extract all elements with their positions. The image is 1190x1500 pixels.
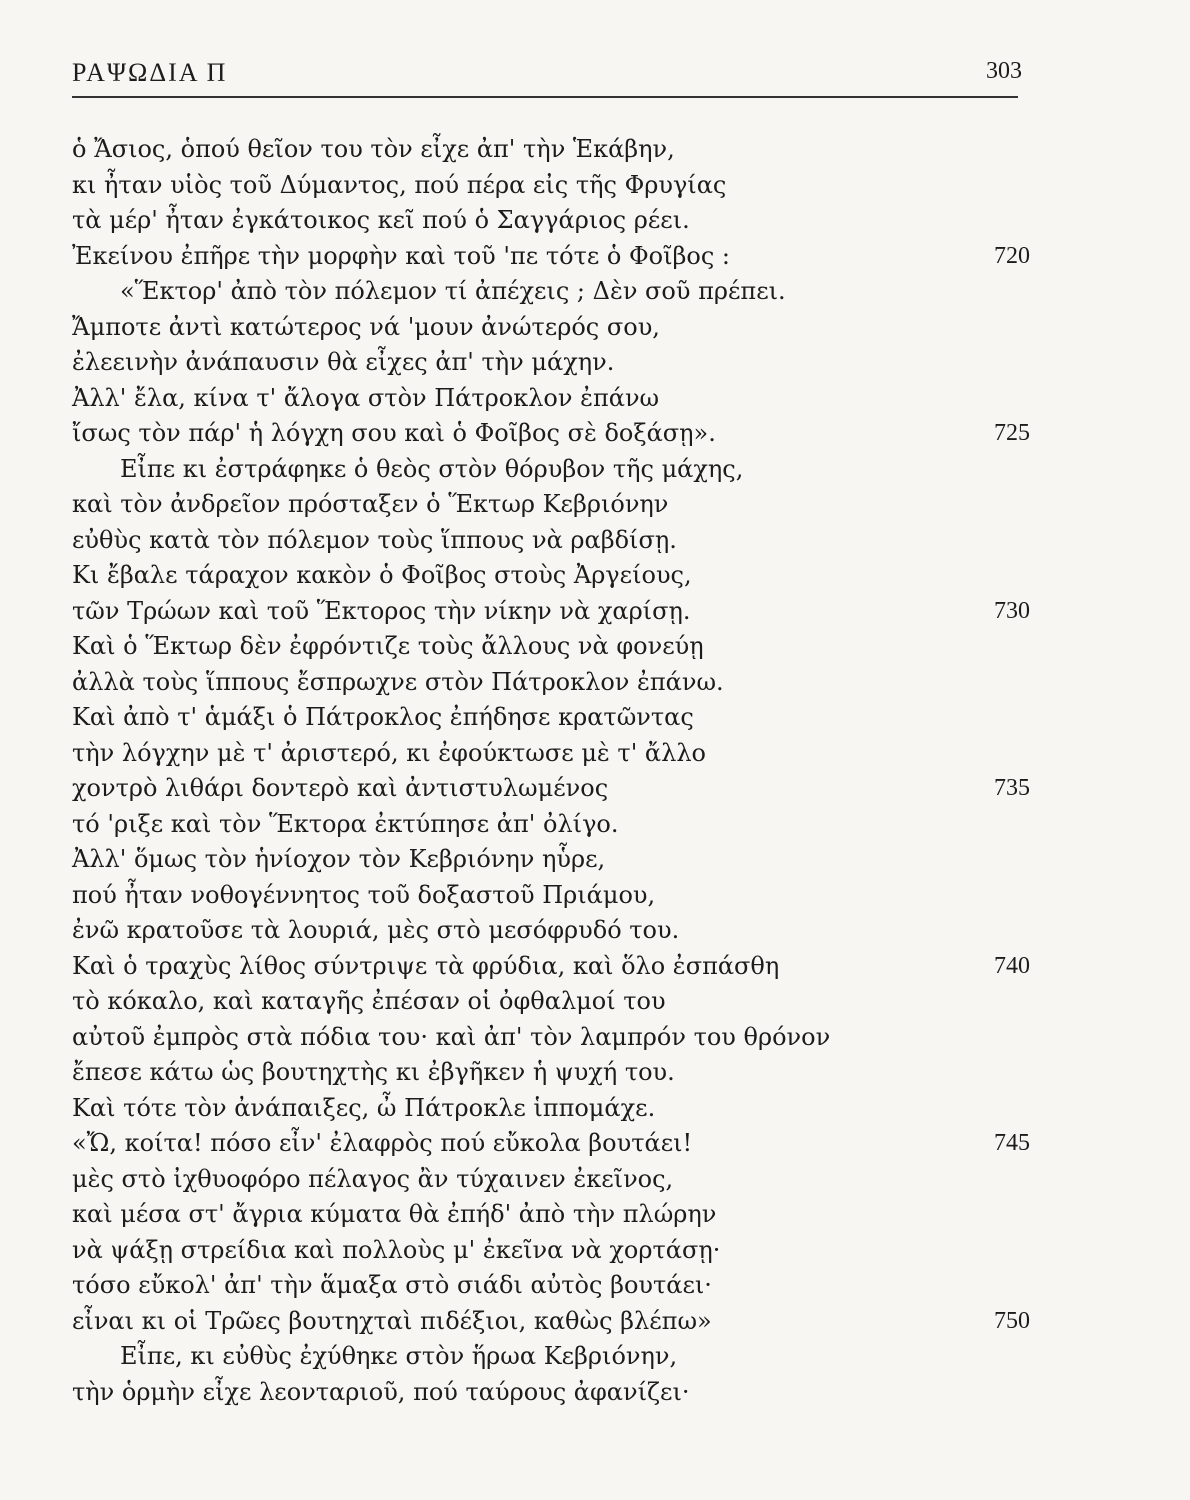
verse-line — [72, 1268, 1030, 1304]
verse-text: Καὶ ὁ Ἕκτωρ δὲν ἐφρόντιζε τοὺς ἄλλους νὰ φονεύῃ — [72, 632, 704, 660]
verse-text: τὴν λόγχην μὲ τ' ἀριστερό, κι ἐφούκτωσε μὲ τ' ἄλλο — [72, 738, 707, 767]
verse-line — [72, 878, 1030, 914]
verse-text: τὰ μέρ' ἦταν ἐγκάτοικος κεῖ πού ὁ Σαγγάριος ρέει. — [72, 206, 690, 234]
verse-text: «Ἕκτορ' ἀπὸ τὸν πόλεμον τί ἀπέχεις ; Δὲν σοῦ πρέπει. — [120, 277, 786, 305]
verse-line — [72, 132, 1030, 168]
header-rule — [72, 96, 1018, 98]
verse-line — [72, 1055, 1030, 1091]
verse-text: «Ὤ, κοίτα! πόσο εἶν' ἐλαφρὸς πού εὔκολα βουτάει! — [72, 1129, 693, 1157]
verse-text: ἀλλὰ τοὺς ἵππους ἔσπρωχνε στὸν Πάτροκλον ἐπάνω. — [72, 667, 724, 696]
verse-line — [72, 736, 1030, 772]
verse-line — [72, 700, 1030, 736]
verse-line — [72, 1304, 1030, 1340]
verse-line — [72, 558, 1030, 594]
verse-text: Ἄμποτε ἀντὶ κατώτερος νά 'μουν ἀνώτερός σου, — [72, 312, 660, 341]
verse-text: Ἀλλ' ἔλα, κίνα τ' ἄλογα στὸν Πάτροκλον ἐπάνω — [72, 383, 660, 412]
verse-line — [72, 274, 1030, 310]
verse-text: τὴν ὁρμὴν εἶχε λεονταριοῦ, πού ταύρους ἀφανίζει· — [72, 1377, 690, 1406]
verse-line — [72, 381, 1030, 417]
verse-line — [72, 594, 1030, 630]
line-number: 740 — [994, 952, 1030, 979]
line-number: 730 — [994, 597, 1030, 624]
verse-text: Κι ἔβαλε τάραχον κακὸν ὁ Φοῖβος στοὺς Ἀργείους, — [72, 561, 692, 589]
verse-text: τόσο εὔκολ' ἀπ' τὴν ἅμαξα στὸ σιάδι αὐτὸς βουτάει· — [72, 1271, 712, 1299]
verse-text: τὸ κόκαλο, καὶ καταγῆς ἐπέσαν οἱ ὀφθαλμοί του — [72, 987, 666, 1015]
page-number: 303 — [986, 58, 1022, 84]
verse-text: κι ἦταν υἱὸς τοῦ Δύμαντος, πού πέρα εἰς τῆς Φρυγίας — [72, 170, 727, 199]
verse-line — [72, 168, 1030, 204]
verse-text: εἶναι κι οἱ Τρῶες βουτηχταὶ πιδέξιοι, καθὼς βλέπω» — [72, 1306, 712, 1335]
line-number: 725 — [994, 420, 1030, 446]
verse-line — [72, 1126, 1030, 1162]
verse-text: εὐθὺς κατὰ τὸν πόλεμον τοὺς ἵππους νὰ ραβδίσῃ. — [72, 525, 677, 554]
verse-line — [72, 416, 1030, 452]
verse-text: αὐτοῦ ἐμπρὸς στὰ πόδια του· καὶ ἀπ' τὸν λαμπρόν του θρόνον — [72, 1022, 831, 1051]
verse-text: χοντρὸ λιθάρι δοντερὸ καὶ ἀντιστυλωμένος — [72, 774, 609, 802]
verse-text: καὶ μέσα στ' ἄγρια κύματα θὰ ἐπήδ' ἀπὸ τὴν πλώρην — [72, 1200, 717, 1228]
verse-text: Καὶ τότε τὸν ἀνάπαιξες, ὦ Πάτροκλε ἱππομάχε. — [72, 1093, 656, 1122]
verse-line — [72, 842, 1030, 878]
verse-text: ὁ Ἄσιος, ὁπού θεῖον του τὸν εἶχε ἀπ' τὴν Ἑκάβην, — [72, 135, 675, 163]
verse-text: Εἶπε, κι εὐθὺς ἐχύθηκε στὸν ἥρωα Κεβριόνην, — [120, 1342, 678, 1370]
verse-text: ἐνῶ κρατοῦσε τὰ λουριά, μὲς στὸ μεσόφρυδό του. — [72, 916, 680, 944]
verse-line — [72, 310, 1030, 346]
verse-text: Καὶ ὁ τραχὺς λίθος σύντριψε τὰ φρύδια, καὶ ὅλο ἐσπάσθη — [72, 951, 780, 980]
verse-text: Εἶπε κι ἐστράφηκε ὁ θεὸς στὸν θόρυβον τῆς μάχης, — [120, 454, 744, 483]
verse-text: τῶν Τρώων καὶ τοῦ Ἕκτορος τὴν νίκην νὰ χαρίσῃ. — [72, 596, 691, 625]
verse-line — [72, 452, 1030, 488]
poem-text — [72, 132, 1030, 1410]
running-title: ΡΑΨΩΔΙΑ Π — [72, 58, 228, 87]
verse-line — [72, 1162, 1030, 1198]
verse-line — [72, 913, 1030, 949]
line-number: 735 — [994, 775, 1030, 801]
line-number: 745 — [994, 1130, 1030, 1156]
verse-line — [72, 665, 1030, 701]
verse-line — [72, 487, 1030, 523]
verse-line — [72, 1233, 1030, 1269]
verse-line — [72, 1339, 1030, 1375]
verse-text: Ἀλλ' ὅμως τὸν ἡνίοχον τὸν Κεβριόνην ηὗρε, — [72, 845, 606, 873]
verse-text: πού ἦταν νοθογέννητος τοῦ δοξαστοῦ Πριάμου, — [72, 880, 656, 909]
verse-line — [72, 1375, 1030, 1411]
verse-line — [72, 1197, 1030, 1233]
line-number: 720 — [994, 242, 1030, 269]
verse-line — [72, 345, 1030, 381]
verse-text: ἴσως τὸν πάρ' ἡ λόγχη σου καὶ ὁ Φοῖβος σὲ δοξάσῃ». — [72, 419, 716, 447]
verse-text: νὰ ψάξῃ στρείδια καὶ πολλοὺς μ' ἐκεῖνα νὰ χορτάσῃ· — [72, 1235, 721, 1264]
verse-line — [72, 807, 1030, 843]
verse-line — [72, 949, 1030, 985]
verse-line — [72, 984, 1030, 1020]
verse-text: ἔπεσε κάτω ὡς βουτηχτὴς κι ἐβγῆκεν ἡ ψυχή του. — [72, 1058, 675, 1086]
verse-line — [72, 203, 1030, 239]
verse-line — [72, 1020, 1030, 1056]
verse-line — [72, 1091, 1030, 1127]
page-header — [72, 58, 1030, 92]
verse-text: τό 'ριξε καὶ τὸν Ἕκτορα ἐκτύπησε ἀπ' ὀλίγο. — [72, 809, 619, 838]
verse-text: Καὶ ἀπὸ τ' ἁμάξι ὁ Πάτροκλος ἐπήδησε κρατῶντας — [72, 703, 694, 731]
line-number: 750 — [994, 1307, 1030, 1334]
verse-line — [72, 771, 1030, 807]
verse-text: μὲς στὸ ἰχθυοφόρο πέλαγος ἂν τύχαινεν ἐκεῖνος, — [72, 1164, 674, 1193]
verse-text: Ἐκείνου ἐπῆρε τὴν μορφὴν καὶ τοῦ 'πε τότε ὁ Φοῖβος : — [72, 241, 730, 270]
verse-line — [72, 629, 1030, 665]
verse-text: ἐλεεινὴν ἀνάπαυσιν θὰ εἶχες ἀπ' τὴν μάχην. — [72, 348, 615, 376]
verse-text: καὶ τὸν ἀνδρεῖον πρόσταξεν ὁ Ἕκτωρ Κεβριόνην — [72, 490, 669, 518]
verse-line — [72, 523, 1030, 559]
verse-line — [72, 239, 1030, 275]
